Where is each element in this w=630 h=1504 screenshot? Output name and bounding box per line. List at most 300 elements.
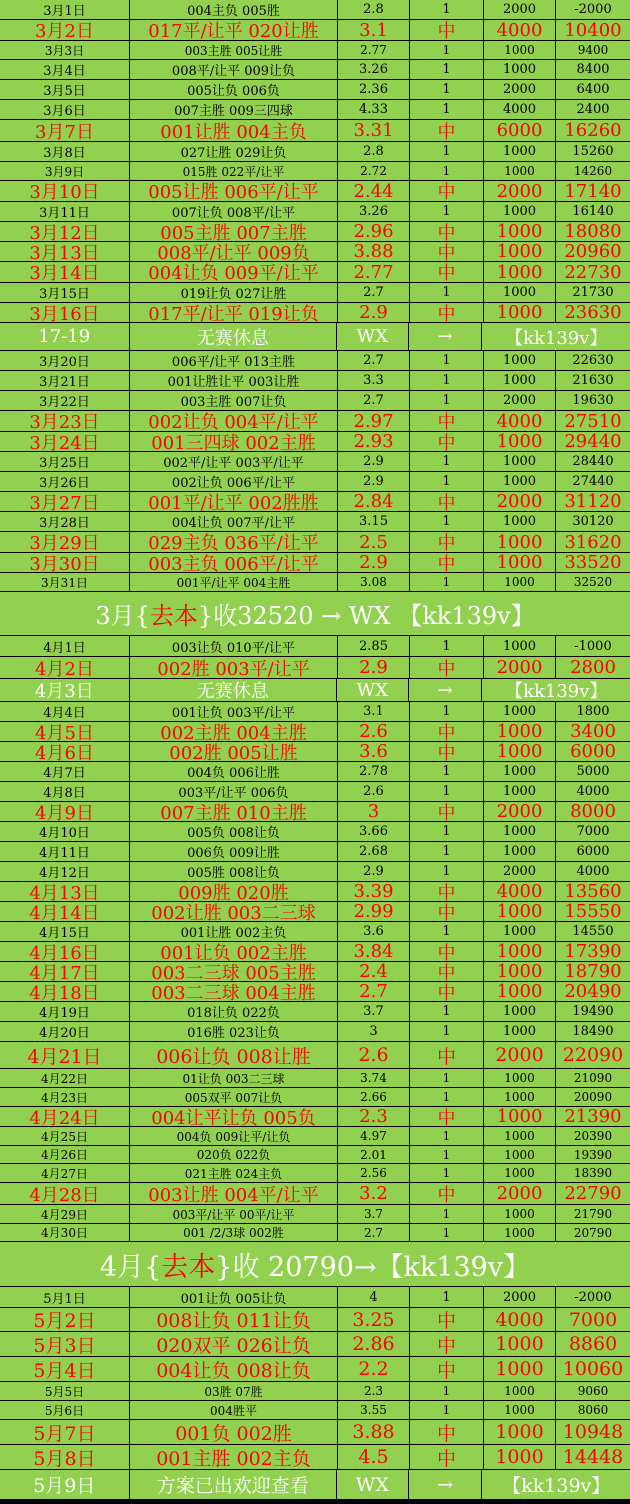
table-row bbox=[0, 702, 630, 722]
arrow-cell: → bbox=[409, 679, 483, 701]
table-row bbox=[0, 657, 630, 679]
odds-cell: 2.68 bbox=[338, 842, 410, 861]
odds-cell: 2.9 bbox=[338, 862, 410, 881]
date-cell: 4月29日 bbox=[0, 1205, 130, 1223]
date-cell: 17-19 bbox=[0, 323, 130, 350]
stake-cell: 1000 bbox=[484, 242, 556, 261]
balance-cell: 20490 bbox=[556, 982, 630, 1001]
result-cell: 1 bbox=[410, 351, 484, 370]
date-cell: 3月25日 bbox=[0, 452, 130, 471]
result-cell: 中 bbox=[410, 120, 484, 141]
result-cell: 中 bbox=[410, 802, 484, 821]
pick-cell: 004让平让负 005负 bbox=[130, 1107, 338, 1126]
balance-cell: 31120 bbox=[556, 492, 630, 511]
pick-cell: 004让负 008让负 bbox=[130, 1357, 338, 1381]
odds-cell: 3.3 bbox=[338, 371, 410, 390]
pick-cell: 019让负 027让胜 bbox=[130, 283, 338, 302]
balance-cell: 20790 bbox=[556, 1224, 630, 1241]
odds-cell: 2.4 bbox=[338, 962, 410, 981]
stake-cell: 2000 bbox=[484, 802, 556, 821]
pick-cell: 002平/让平 003平/让平 bbox=[130, 452, 338, 471]
table-row bbox=[0, 60, 630, 80]
date-cell: 4月12日 bbox=[0, 862, 130, 881]
result-cell: 1 bbox=[410, 1088, 484, 1106]
date-cell: 4月3日 bbox=[0, 679, 130, 701]
stake-cell: 1000 bbox=[484, 1224, 556, 1241]
table-row bbox=[0, 1287, 630, 1308]
pick-cell: 005负 008让负 bbox=[130, 822, 338, 841]
balance-cell: 10948 bbox=[556, 1420, 630, 1444]
stake-cell: 1000 bbox=[484, 142, 556, 161]
date-cell: 3月3日 bbox=[0, 41, 130, 59]
result-cell: 中 bbox=[410, 1332, 484, 1356]
result-cell: 中 bbox=[410, 262, 484, 282]
pick-cell: 020负 022负 bbox=[130, 1146, 338, 1163]
table-row bbox=[0, 722, 630, 742]
table-row bbox=[0, 242, 630, 262]
result-cell: 中 bbox=[410, 942, 484, 961]
date-cell: 3月12日 bbox=[0, 222, 130, 241]
result-cell: 中 bbox=[410, 1183, 484, 1204]
date-cell: 5月8日 bbox=[0, 1445, 130, 1469]
balance-cell: 9400 bbox=[556, 41, 630, 59]
pick-cell: 004主负 005胜 bbox=[130, 0, 338, 19]
table-row bbox=[0, 371, 630, 391]
balance-cell: 19490 bbox=[556, 1002, 630, 1021]
balance-cell: 10060 bbox=[556, 1357, 630, 1381]
balance-cell: 23630 bbox=[556, 303, 630, 322]
pick-cell: 004让负 007平/让平 bbox=[130, 512, 338, 531]
result-cell: 中 bbox=[410, 411, 484, 431]
date-cell: 3月20日 bbox=[0, 351, 130, 370]
table-row bbox=[0, 472, 630, 492]
table-row bbox=[0, 120, 630, 142]
pick-cell: 005主胜 007主胜 bbox=[130, 222, 338, 241]
pick-cell: 027让胜 029让负 bbox=[130, 142, 338, 161]
stake-cell: 1000 bbox=[484, 1420, 556, 1444]
odds-cell: 3.88 bbox=[338, 242, 410, 261]
result-cell: 中 bbox=[410, 432, 484, 451]
wx-label: WX bbox=[337, 679, 409, 701]
balance-cell: -2000 bbox=[556, 0, 630, 19]
table-row bbox=[0, 922, 630, 942]
result-cell: 中 bbox=[410, 303, 484, 322]
odds-cell: 2.66 bbox=[338, 1088, 410, 1106]
date-cell: 5月9日 bbox=[0, 1470, 130, 1499]
table-row bbox=[0, 553, 630, 573]
pick-cell: 005双平 007让负 bbox=[130, 1088, 338, 1106]
balance-cell: 21090 bbox=[556, 1069, 630, 1087]
pick-cell: 003让胜 004平/让平 bbox=[130, 1183, 338, 1204]
odds-cell: 2.7 bbox=[338, 391, 410, 410]
date-cell: 4月27日 bbox=[0, 1164, 130, 1182]
date-cell: 3月9日 bbox=[0, 162, 130, 180]
date-cell: 3月6日 bbox=[0, 100, 130, 119]
pick-cell: 001主胜 002主负 bbox=[130, 1445, 338, 1469]
result-cell: 1 bbox=[410, 1401, 484, 1419]
stake-cell: 1000 bbox=[484, 452, 556, 471]
date-cell: 4月7日 bbox=[0, 762, 130, 781]
balance-cell: 21790 bbox=[556, 1205, 630, 1223]
month-summary-banner bbox=[0, 592, 630, 636]
result-cell: 1 bbox=[410, 1069, 484, 1087]
result-cell: 中 bbox=[410, 532, 484, 552]
balance-cell: 17140 bbox=[556, 181, 630, 201]
odds-cell: 3.88 bbox=[338, 1420, 410, 1444]
arrow-cell: → bbox=[409, 1470, 483, 1499]
stake-cell: 1000 bbox=[484, 942, 556, 961]
odds-cell: 2.97 bbox=[338, 411, 410, 431]
stake-cell: 4000 bbox=[484, 411, 556, 431]
summary-cur: 去本 bbox=[161, 1251, 216, 1283]
stake-cell: 4000 bbox=[484, 100, 556, 119]
date-cell: 4月2日 bbox=[0, 657, 130, 678]
pick-cell: 002胜 005让胜 bbox=[130, 742, 338, 761]
table-row bbox=[0, 1183, 630, 1205]
odds-cell: 2.9 bbox=[338, 472, 410, 491]
balance-cell: 19390 bbox=[556, 1146, 630, 1163]
pick-cell: 007主胜 010主胜 bbox=[130, 802, 338, 821]
date-cell: 4月19日 bbox=[0, 1002, 130, 1021]
result-cell: 1 bbox=[410, 1224, 484, 1241]
stake-cell: 1000 bbox=[484, 1445, 556, 1469]
odds-cell: 4.5 bbox=[338, 1445, 410, 1469]
stake-cell: 1000 bbox=[484, 162, 556, 180]
table-row bbox=[0, 303, 630, 323]
table-row bbox=[0, 636, 630, 657]
date-cell: 3月16日 bbox=[0, 303, 130, 322]
odds-cell: 3 bbox=[338, 802, 410, 821]
date-cell: 4月30日 bbox=[0, 1224, 130, 1241]
date-cell: 5月6日 bbox=[0, 1401, 130, 1419]
odds-cell: 3.55 bbox=[338, 1401, 410, 1419]
pick-cell: 001平/让平 004主胜 bbox=[130, 573, 338, 591]
odds-cell: 3.2 bbox=[338, 1183, 410, 1204]
date-cell: 3月23日 bbox=[0, 411, 130, 431]
stake-cell: 1000 bbox=[484, 1164, 556, 1182]
balance-cell: 18490 bbox=[556, 1022, 630, 1041]
result-cell: 1 bbox=[410, 100, 484, 119]
pick-cell: 001让负 003平/让平 bbox=[130, 702, 338, 721]
result-cell: 1 bbox=[410, 391, 484, 410]
table-row bbox=[0, 802, 630, 822]
date-cell: 3月11日 bbox=[0, 202, 130, 221]
result-cell: 1 bbox=[410, 60, 484, 79]
balance-cell: 20390 bbox=[556, 1127, 630, 1145]
odds-cell: 3.26 bbox=[338, 60, 410, 79]
date-cell: 4月18日 bbox=[0, 982, 130, 1001]
stake-cell: 1000 bbox=[484, 962, 556, 981]
table-row bbox=[0, 882, 630, 902]
stake-cell: 1000 bbox=[484, 636, 556, 656]
pick-cell: 003主胜 007让负 bbox=[130, 391, 338, 410]
result-cell: 1 bbox=[410, 762, 484, 781]
date-cell: 4月16日 bbox=[0, 942, 130, 961]
pick-cell: 008让负 011让负 bbox=[130, 1308, 338, 1331]
stake-cell: 1000 bbox=[484, 351, 556, 370]
result-cell: 1 bbox=[410, 1164, 484, 1182]
stake-cell: 1000 bbox=[484, 432, 556, 451]
pick-cell: 001让负 002主胜 bbox=[130, 942, 338, 961]
odds-cell: 2.77 bbox=[338, 262, 410, 282]
date-cell: 4月5日 bbox=[0, 722, 130, 741]
odds-cell: 2.84 bbox=[338, 492, 410, 511]
odds-cell: 2.7 bbox=[338, 1224, 410, 1241]
pick-cell: 01让负 003二三球 bbox=[130, 1069, 338, 1087]
pick-cell: 003主负 006平/让平 bbox=[130, 553, 338, 572]
result-cell: 1 bbox=[410, 452, 484, 471]
pick-cell: 004让负 009平/让平 bbox=[130, 262, 338, 282]
odds-cell: 2.6 bbox=[338, 722, 410, 741]
date-cell: 5月1日 bbox=[0, 1287, 130, 1307]
table-row bbox=[0, 782, 630, 802]
table-row bbox=[0, 351, 630, 371]
result-cell: 中 bbox=[410, 742, 484, 761]
odds-cell: 2.96 bbox=[338, 222, 410, 241]
table-row bbox=[0, 391, 630, 411]
table-row bbox=[0, 982, 630, 1002]
stake-cell: 1000 bbox=[484, 1022, 556, 1041]
balance-cell: -2000 bbox=[556, 1287, 630, 1307]
contact-cell: 【kk139v】 bbox=[482, 323, 630, 350]
stake-cell: 1000 bbox=[484, 1401, 556, 1419]
balance-cell: 8400 bbox=[556, 60, 630, 79]
stake-cell: 2000 bbox=[484, 181, 556, 201]
pick-cell: 005让负 006负 bbox=[130, 80, 338, 99]
pick-cell: 002让负 006平/让平 bbox=[130, 472, 338, 491]
stake-cell: 2000 bbox=[484, 391, 556, 410]
odds-cell: 2.36 bbox=[338, 80, 410, 99]
odds-cell: 2.9 bbox=[338, 303, 410, 322]
stake-cell: 4000 bbox=[484, 1308, 556, 1331]
balance-cell: 9060 bbox=[556, 1382, 630, 1400]
odds-cell: 3.7 bbox=[338, 1002, 410, 1021]
date-cell: 4月25日 bbox=[0, 1127, 130, 1145]
date-cell: 4月22日 bbox=[0, 1069, 130, 1087]
table-row bbox=[0, 822, 630, 842]
odds-cell: 4.33 bbox=[338, 100, 410, 119]
date-cell: 4月10日 bbox=[0, 822, 130, 841]
stake-cell: 2000 bbox=[484, 1287, 556, 1307]
result-cell: 1 bbox=[410, 1205, 484, 1223]
date-cell: 3月24日 bbox=[0, 432, 130, 451]
odds-cell: 3.15 bbox=[338, 512, 410, 531]
pick-cell: 03胜 07胜 bbox=[130, 1382, 338, 1400]
result-cell: 1 bbox=[410, 283, 484, 302]
odds-cell: 3.84 bbox=[338, 942, 410, 961]
stake-cell: 1000 bbox=[484, 371, 556, 390]
result-cell: 1 bbox=[410, 142, 484, 161]
odds-cell: 2.5 bbox=[338, 532, 410, 552]
balance-cell: 32520 bbox=[556, 573, 630, 591]
stake-cell: 2000 bbox=[484, 1183, 556, 1204]
odds-cell: 3.7 bbox=[338, 1205, 410, 1223]
stake-cell: 1000 bbox=[484, 222, 556, 241]
odds-cell: 2.7 bbox=[338, 351, 410, 370]
date-cell: 3月15日 bbox=[0, 283, 130, 302]
stake-cell: 1000 bbox=[484, 1332, 556, 1356]
odds-cell: 2.85 bbox=[338, 636, 410, 656]
balance-cell: 8000 bbox=[556, 802, 630, 821]
date-cell: 4月14日 bbox=[0, 902, 130, 921]
table-row bbox=[0, 962, 630, 982]
date-cell: 5月5日 bbox=[0, 1382, 130, 1400]
pick-cell: 003让负 010平/让平 bbox=[130, 636, 338, 656]
table-row bbox=[0, 862, 630, 882]
summary-suffix: }收32520 → WX 【kk139v】 bbox=[197, 602, 535, 630]
date-cell: 4月20日 bbox=[0, 1022, 130, 1041]
stake-cell: 1000 bbox=[484, 1127, 556, 1145]
pick-cell: 006负 009让胜 bbox=[130, 842, 338, 861]
date-cell: 5月2日 bbox=[0, 1308, 130, 1331]
date-cell: 3月1日 bbox=[0, 0, 130, 19]
date-cell: 3月29日 bbox=[0, 532, 130, 552]
odds-cell: 3.08 bbox=[338, 573, 410, 591]
date-cell: 4月8日 bbox=[0, 782, 130, 801]
stake-cell: 2000 bbox=[484, 657, 556, 678]
odds-cell: 2.3 bbox=[338, 1107, 410, 1126]
balance-cell: 21390 bbox=[556, 1107, 630, 1126]
table-row bbox=[0, 573, 630, 592]
odds-cell: 2.78 bbox=[338, 762, 410, 781]
odds-cell: 2.99 bbox=[338, 902, 410, 921]
result-cell: 中 bbox=[410, 553, 484, 572]
table-row bbox=[0, 1308, 630, 1332]
date-cell: 3月26日 bbox=[0, 472, 130, 491]
odds-cell: 2.2 bbox=[338, 1357, 410, 1381]
table-row bbox=[0, 512, 630, 532]
odds-cell: 3.74 bbox=[338, 1069, 410, 1087]
date-cell: 4月17日 bbox=[0, 962, 130, 981]
pick-cell: 021主胜 024主负 bbox=[130, 1164, 338, 1182]
odds-cell: 2.44 bbox=[338, 181, 410, 201]
pick-cell: 009胜 020胜 bbox=[130, 882, 338, 901]
table-row bbox=[0, 842, 630, 862]
stake-cell: 1000 bbox=[484, 922, 556, 941]
odds-cell: 3.66 bbox=[338, 822, 410, 841]
balance-cell: 18790 bbox=[556, 962, 630, 981]
balance-cell: 16260 bbox=[556, 120, 630, 141]
balance-cell: 21630 bbox=[556, 371, 630, 390]
balance-cell: 3400 bbox=[556, 722, 630, 741]
balance-cell: 22630 bbox=[556, 351, 630, 370]
stake-cell: 2000 bbox=[484, 1042, 556, 1068]
stake-cell: 1000 bbox=[484, 472, 556, 491]
date-cell: 4月6日 bbox=[0, 742, 130, 761]
date-cell: 4月23日 bbox=[0, 1088, 130, 1106]
pick-cell: 029主负 036平/让平 bbox=[130, 532, 338, 552]
stake-cell: 1000 bbox=[484, 303, 556, 322]
summary-suffix: }收 20790→【kk139v】 bbox=[215, 1251, 531, 1283]
odds-cell: 2.7 bbox=[338, 982, 410, 1001]
pick-cell: 001让负 005让负 bbox=[130, 1287, 338, 1307]
balance-cell: 2400 bbox=[556, 100, 630, 119]
stake-cell: 1000 bbox=[484, 842, 556, 861]
date-cell: 4月26日 bbox=[0, 1146, 130, 1163]
date-cell: 3月4日 bbox=[0, 60, 130, 79]
pick-cell: 017平/让平 019让负 bbox=[130, 303, 338, 322]
pick-cell: 001 /2/3球 002胜 bbox=[130, 1224, 338, 1241]
table-row bbox=[0, 532, 630, 553]
stake-cell: 1000 bbox=[484, 982, 556, 1001]
balance-cell: 18390 bbox=[556, 1164, 630, 1182]
result-cell: 中 bbox=[410, 1445, 484, 1469]
table-row bbox=[0, 1127, 630, 1146]
arrow-cell: → bbox=[409, 323, 483, 350]
table-row bbox=[0, 1470, 630, 1500]
pick-cell: 003主胜 005让胜 bbox=[130, 41, 338, 59]
table-row bbox=[0, 100, 630, 120]
table-row bbox=[0, 1022, 630, 1042]
stake-cell: 2000 bbox=[484, 0, 556, 19]
stake-cell: 1000 bbox=[484, 41, 556, 59]
balance-cell: 2800 bbox=[556, 657, 630, 678]
table-row bbox=[0, 1357, 630, 1382]
pick-cell: 003二三球 005主胜 bbox=[130, 962, 338, 981]
date-cell: 4月1日 bbox=[0, 636, 130, 656]
date-cell: 5月4日 bbox=[0, 1357, 130, 1381]
date-cell: 4月4日 bbox=[0, 702, 130, 721]
wx-label: WX bbox=[337, 323, 409, 350]
date-cell: 3月30日 bbox=[0, 553, 130, 572]
stake-cell: 1000 bbox=[484, 1205, 556, 1223]
table-row bbox=[0, 492, 630, 512]
result-cell: 中 bbox=[410, 882, 484, 901]
table-row bbox=[0, 942, 630, 962]
table-row bbox=[0, 1445, 630, 1470]
stake-cell: 1000 bbox=[484, 512, 556, 531]
date-cell: 3月21日 bbox=[0, 371, 130, 390]
balance-cell: 8860 bbox=[556, 1332, 630, 1356]
balance-cell: 30120 bbox=[556, 512, 630, 531]
result-cell: 1 bbox=[410, 1146, 484, 1163]
result-cell: 中 bbox=[410, 902, 484, 921]
result-cell: 中 bbox=[410, 1308, 484, 1331]
table-row bbox=[0, 1205, 630, 1224]
table-row bbox=[0, 1332, 630, 1357]
pick-cell: 001三四球 002主胜 bbox=[130, 432, 338, 451]
balance-cell: 28440 bbox=[556, 452, 630, 471]
pick-cell: 001让胜 002主负 bbox=[130, 922, 338, 941]
date-cell: 5月7日 bbox=[0, 1420, 130, 1444]
date-cell: 3月10日 bbox=[0, 181, 130, 201]
pick-cell: 003平/让平 00平/让平 bbox=[130, 1205, 338, 1223]
pick-cell: 020双平 026让负 bbox=[130, 1332, 338, 1356]
pick-cell: 004胜平 bbox=[130, 1401, 338, 1419]
date-cell: 4月28日 bbox=[0, 1183, 130, 1204]
pick-cell: 004负 009让平/让负 bbox=[130, 1127, 338, 1145]
result-cell: 1 bbox=[410, 636, 484, 656]
result-cell: 1 bbox=[410, 1127, 484, 1145]
stake-cell: 2000 bbox=[484, 862, 556, 881]
table-row bbox=[0, 902, 630, 922]
balance-cell: 29440 bbox=[556, 432, 630, 451]
balance-cell: 27440 bbox=[556, 472, 630, 491]
table-row bbox=[0, 1042, 630, 1069]
pick-cell: 002让负 004平/让平 bbox=[130, 411, 338, 431]
table-row bbox=[0, 20, 630, 41]
table-row bbox=[0, 1382, 630, 1401]
balance-cell: 19630 bbox=[556, 391, 630, 410]
table-row bbox=[0, 41, 630, 60]
balance-cell: 8060 bbox=[556, 1401, 630, 1419]
result-cell: 1 bbox=[410, 782, 484, 801]
odds-cell: 2.93 bbox=[338, 432, 410, 451]
result-cell: 1 bbox=[410, 80, 484, 99]
table-row bbox=[0, 162, 630, 181]
pick-cell: 001负 002胜 bbox=[130, 1420, 338, 1444]
table-row bbox=[0, 1146, 630, 1164]
